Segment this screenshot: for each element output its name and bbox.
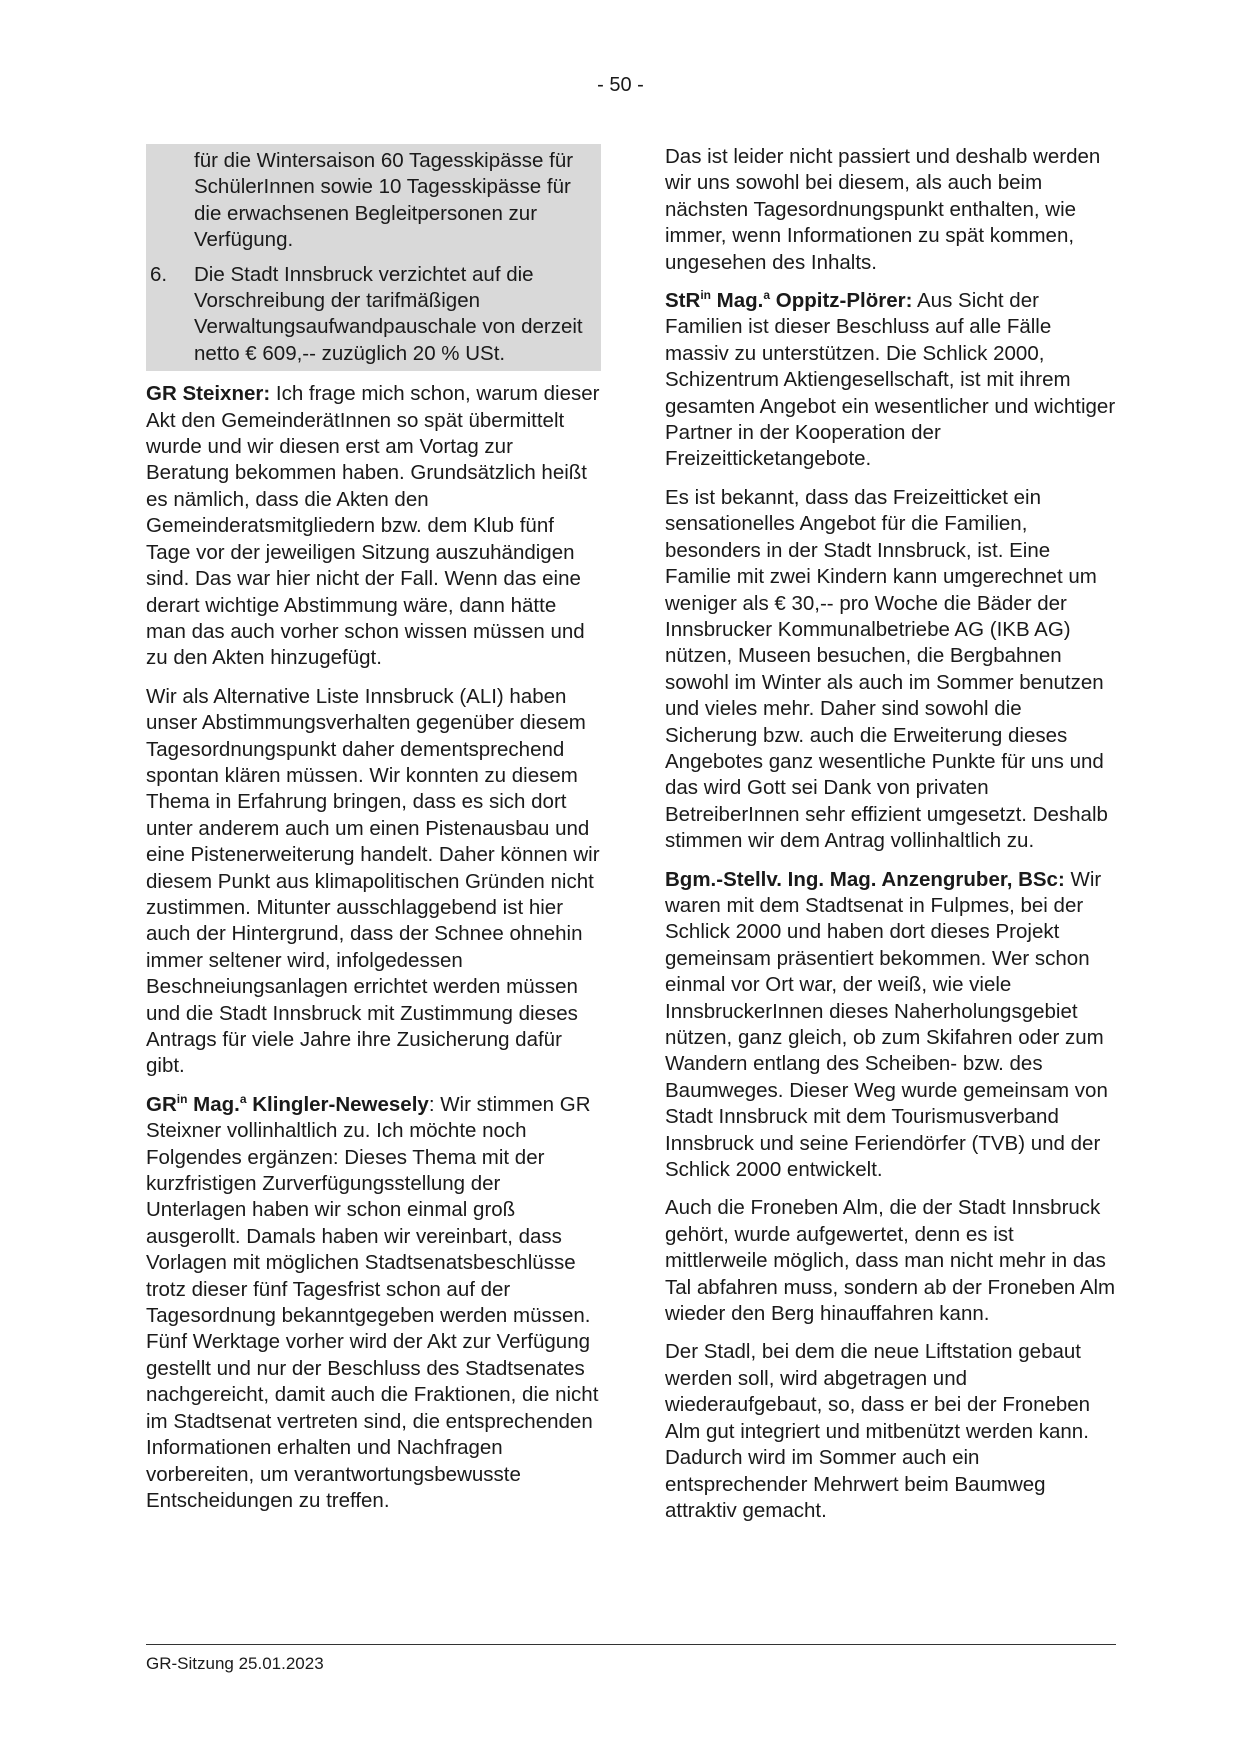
speaker-degree-sup: a	[763, 288, 771, 303]
speaker-title: StR	[665, 289, 701, 313]
speech-oppitz-ploerer	[665, 288, 1117, 473]
footer-divider	[146, 1644, 1116, 1645]
speaker-degree: Mag.	[710, 289, 764, 313]
page-number: - 50 -	[597, 74, 644, 96]
motion-text-box	[146, 144, 601, 371]
speech-text: Ich frage mich schon, warum dieser Akt den GemeinderätInnen so spät übermittelt wurde und wir diesen erst am Vortag zur Beratung bekommen haben. Grundsätzlich heißt es nämlich, dass die Akten den Gemeinderatsmitgliedern bzw. dem Klub fünf Tage vor der jeweiligen Sitzung auszuhändigen sind. Das war hier nicht der Fall. Wenn das eine derart wichtige Abstimmung wäre, dann hätte man das auch vorher schon wissen müssen und zu den Akten hinzugefügt.	[146, 382, 600, 670]
speaker-surname: Klingler-Newesely	[246, 1092, 429, 1116]
speech-klingler-newesely-continued: Das ist leider nicht passiert und deshalb werden wir uns sowohl bei diesem, als auch beim nächsten Tagesordnungspunkt enthalten, wie immer, wenn Informationen zu spät kommen, ungesehen des Inhalts.	[665, 145, 1101, 274]
speech-text: : Wir stimmen GR Steixner vollinhaltlich zu. Ich möchte noch Folgendes ergänzen: Dieses Thema mit der kurzfristigen Zurverfügungsstellung der Unterlagen haben wir schon einmal groß ausgerollt. Damals haben wir vereinbart, dass Vorlagen mit möglichen Stadtsenatsbeschlüsse trotz dieser fünf Tagesfrist schon auf der Tagesordnung bekanntgegeben werden müssen. Fünf Werktage vorher wird der Akt zur Verfügung gestellt und nur der Beschluss des Stadtsenates nachgereicht, damit auch die Fraktionen, die nicht im Stadtsenat vertreten sind, die entsprechenden Informationen erhalten und Nachfragen vorbereiten, um verantwortungsbewusste Entscheidungen zu treffen.	[146, 1092, 599, 1512]
speaker-title-sup: in	[700, 288, 711, 303]
speech-text: Aus Sicht der Familien ist dieser Beschluss auf alle Fälle massiv zu unterstützen. Die Schlick 2000, Schizentrum Aktiengesellschaft, ist mit ihrem gesamten Angebot ein wesentlicher und wichtiger Partner in der Kooperation der Freizeitticketangebote.	[665, 289, 1116, 471]
speaker-surname: Oppitz-Plörer:	[770, 289, 913, 313]
speech-klingler-newesely	[146, 1092, 601, 1515]
speech-anzengruber-continued-2: Der Stadl, bei dem die neue Liftstation gebaut werden soll, wird abgetragen und wiederaufgebaut, so, dass er bei der Froneben Alm gut integriert und mitbenützt werden kann. Dadurch wird im Sommer auch ein entsprechender Mehrwert beim Baumweg attraktiv gemacht.	[665, 1340, 1091, 1522]
footer-session-date: GR-Sitzung 25.01.2023	[146, 1654, 324, 1673]
speaker-name	[665, 289, 912, 312]
motion-item-6-number: 6.	[150, 262, 168, 286]
speaker-name: GR Steixner:	[146, 382, 271, 406]
speech-text: Wir waren mit dem Stadtsenat in Fulpmes, bei der Schlick 2000 und haben dort dieses Projekt gemeinsam präsentiert bekommen. Wer schon einmal vor Ort war, der weiß, wie viele InnsbruckerInnen dieses Naherholungsgebiet nützen, ganz gleich, ob zum Skifahren oder zum Wandern entlang des Scheiben- bzw. des Baumweges. Dieser Weg wurde gemeinsam von Stadt Innsbruck mit dem Tourismusverband Innsbruck und seine Feriendörfer (TVB) und der Schlick 2000 entwickelt.	[665, 867, 1108, 1182]
speech-steixner-continued: Wir als Alternative Liste Innsbruck (ALI) haben unser Abstimmungsverhalten gegenüber diesem Tagesordnungspunkt daher dementsprechend spontan klären müssen. Wir konnten zu diesem Thema in Erfahrung bringen, dass es sich dort unter anderem auch um einen Pistenausbau und eine Pistenerweiterung handelt. Daher können wir diesem Punkt aus klimapolitischen Gründen nicht zustimmen. Mitunter ausschlaggebend ist hier auch der Hintergrund, dass der Schnee ohnehin immer seltener wird, infolgedessen Beschneiungsanlagen errichtet werden müssen und die Stadt Innsbruck mit Zustimmung dieses Antrags für viele Jahre ihre Zusicherung dafür gibt.	[146, 684, 600, 1078]
right-column	[665, 144, 1117, 1536]
motion-item-6-text: Die Stadt Innsbruck verzichtet auf die Vorschreibung der tarifmäßigen Verwaltungsaufwandpauschale von derzeit netto € 609,-- zuzüglich 20 % USt.	[194, 262, 583, 365]
speaker-name	[146, 1093, 429, 1116]
speaker-name: Bgm.-Stellv. Ing. Mag. Anzengruber, BSc:	[665, 867, 1065, 891]
speaker-degree-sup: a	[239, 1091, 247, 1106]
speech-anzengruber-continued-1: Auch die Froneben Alm, die der Stadt Innsbruck gehört, wurde aufgewertet, denn es ist mittlerweile möglich, dass man nicht mehr in das Tal abfahren muss, sondern ab der Froneben Alm wieder den Berg hinauffahren kann.	[665, 1196, 1116, 1326]
speaker-title-sup: in	[176, 1091, 188, 1106]
left-column	[146, 144, 601, 1526]
speaker-degree: Mag.	[187, 1092, 240, 1116]
speaker-title: GR	[146, 1092, 177, 1116]
speech-steixner	[146, 381, 601, 671]
speech-anzengruber	[665, 867, 1117, 1184]
speech-oppitz-ploerer-continued: Es ist bekannt, dass das Freizeitticket ein sensationelles Angebot für die Familien, besonders in der Stadt Innsbruck, ist. Eine Familie mit zwei Kindern kann umgerechnet um weniger als € 30,-- pro Woche die Bäder der Innsbrucker Kommunalbetriebe AG (IKB AG) nützen, Museen besuchen, die Bergbahnen sowohl im Winter als auch im Sommer benutzen und vieles mehr. Daher sind sowohl die Sicherung bzw. auch die Erweiterung dieses Angebotes ganz wesentliche Punkte für uns und das wird Gott sei Dank von privaten BetreiberInnen sehr effizient umgesetzt. Deshalb stimmen wir dem Antrag vollinhaltlich zu.	[665, 485, 1108, 853]
motion-item-6	[146, 262, 601, 368]
motion-item-5-continuation: für die Wintersaison 60 Tagesskipässe für SchülerInnen sowie 10 Tagesskipässe für die erwachsenen Begleitpersonen zur Verfügung.	[194, 149, 574, 252]
